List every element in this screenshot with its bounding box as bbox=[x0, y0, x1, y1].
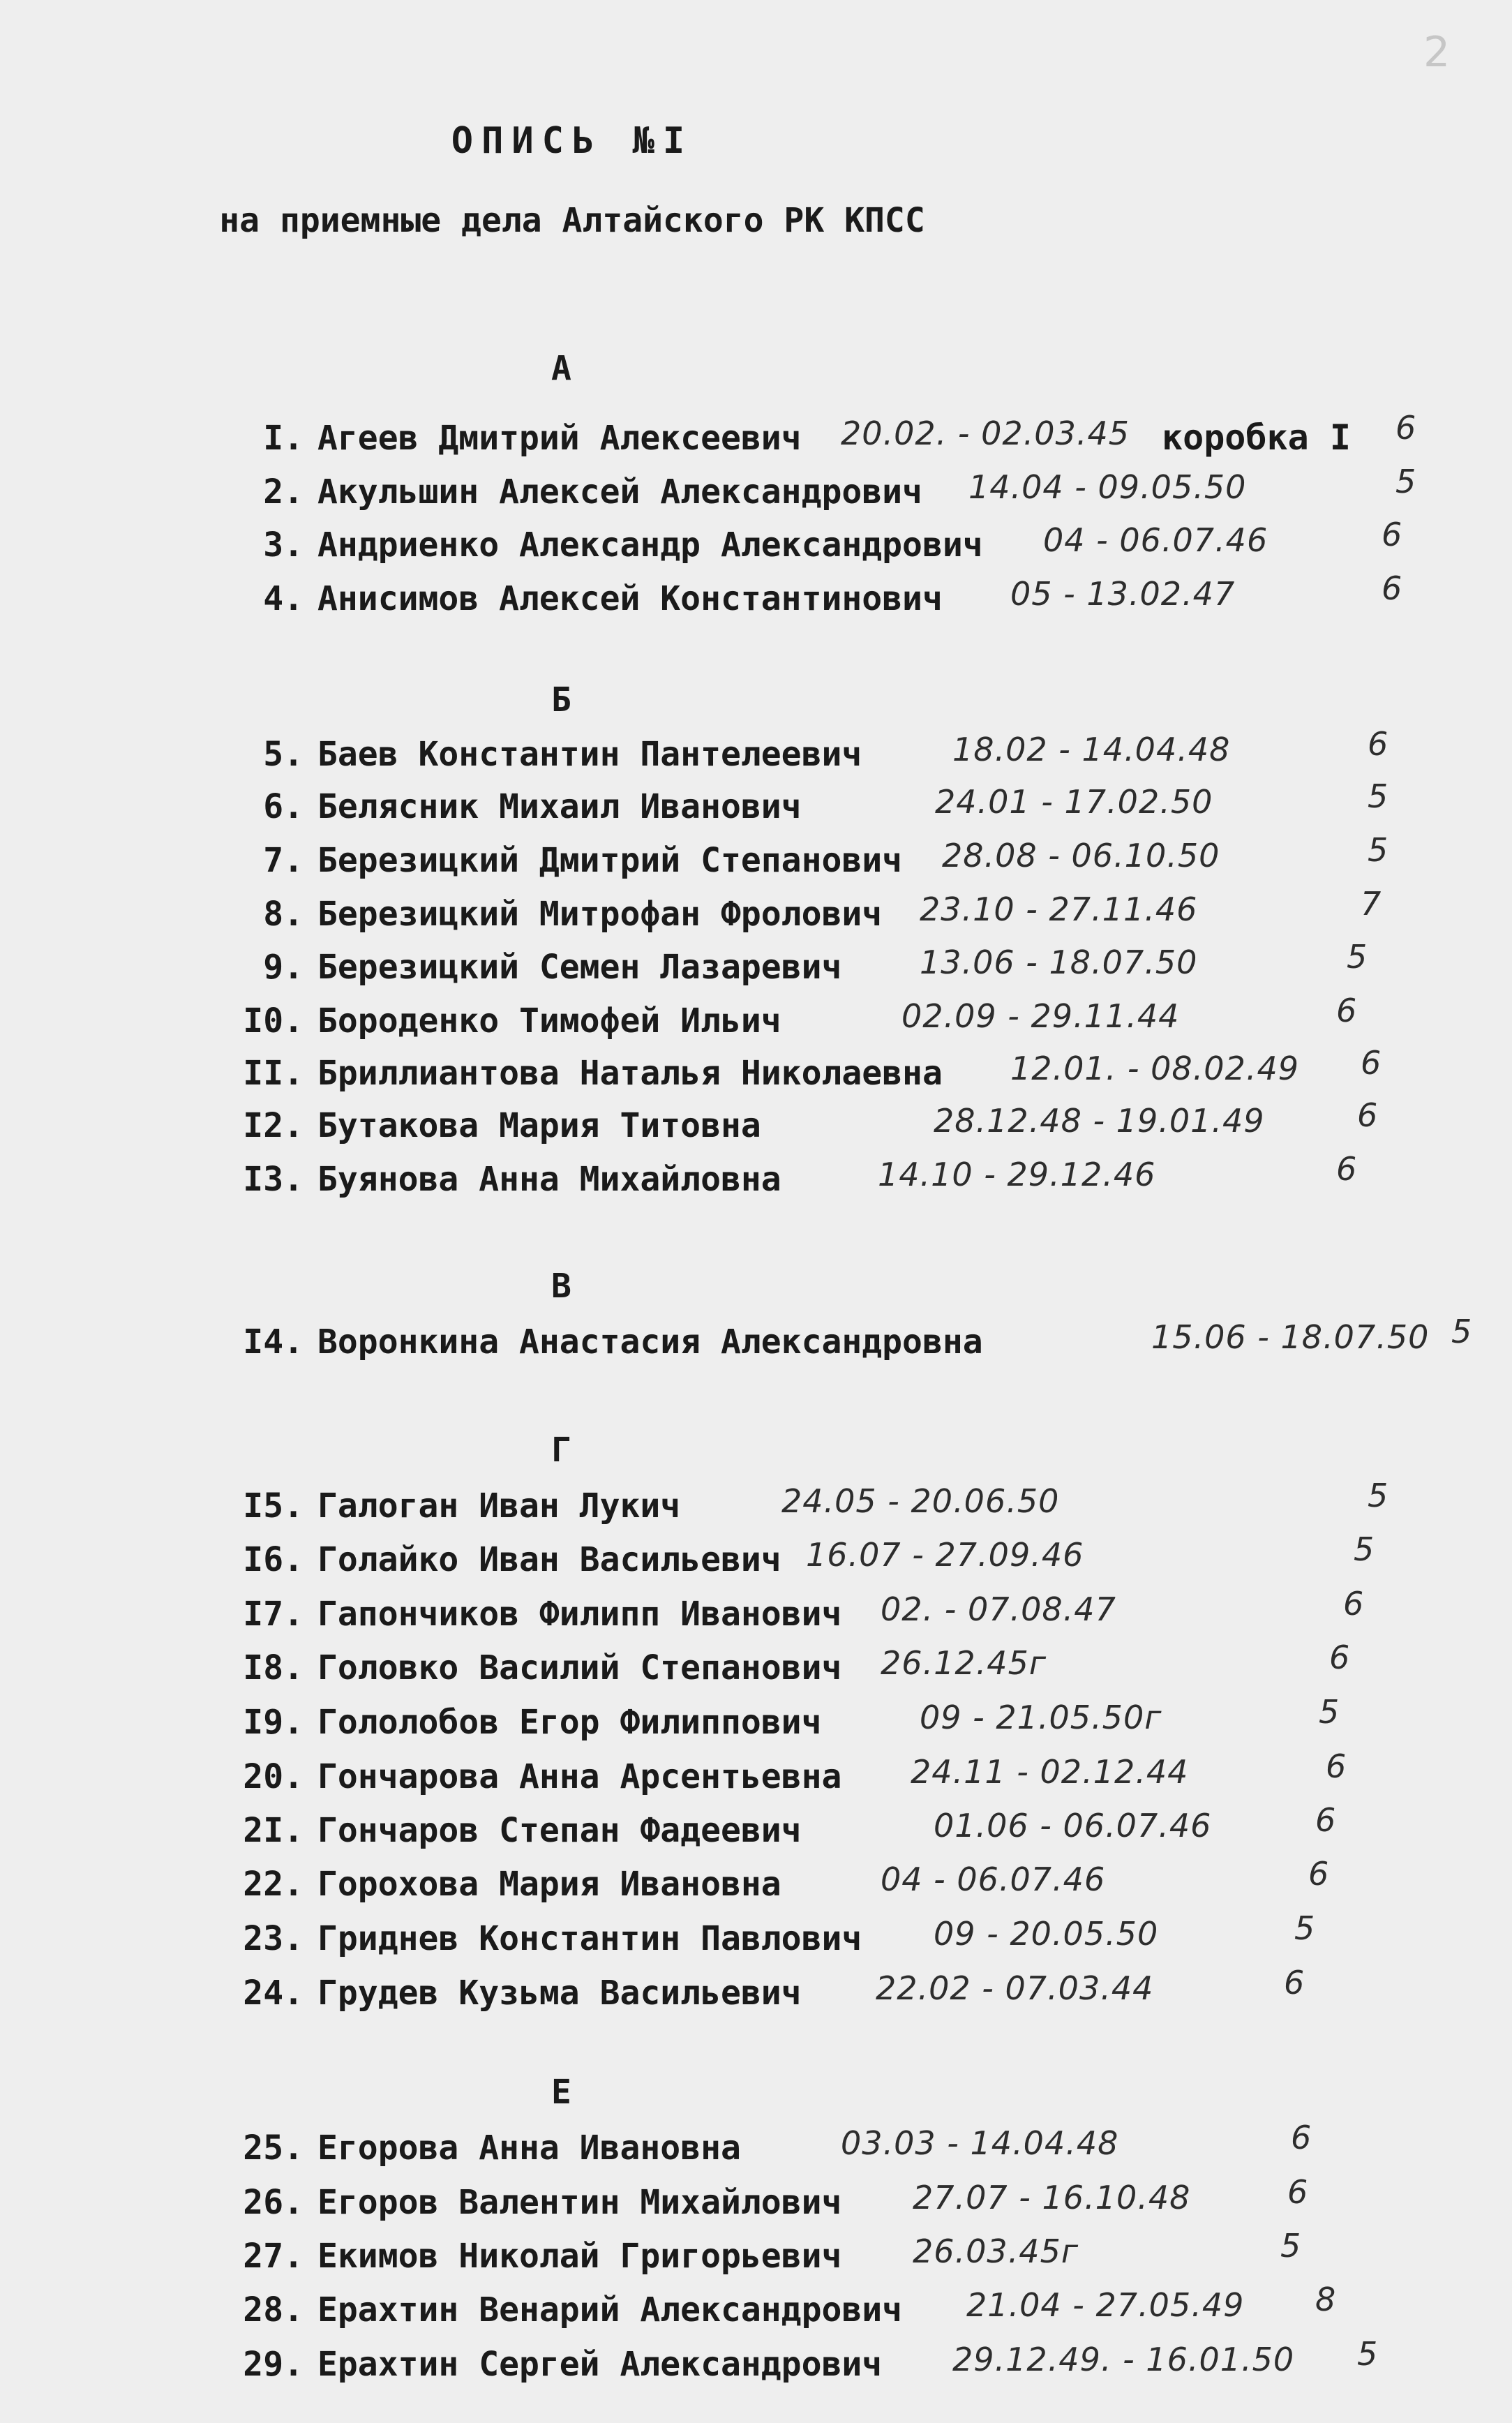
inventory-row bbox=[0, 1855, 1512, 1914]
inventory-row bbox=[0, 1477, 1512, 1535]
entry-number: 7. bbox=[263, 841, 304, 880]
section-letter: Г bbox=[551, 1431, 571, 1470]
entry-dates: 09 - 21.05.50г bbox=[920, 1699, 1162, 1736]
inventory-row bbox=[0, 1693, 1512, 1752]
entry-number: 20. bbox=[243, 1757, 304, 1796]
entry-name: Березицкий Митрофан Фролович bbox=[317, 895, 883, 934]
entry-dates: 28.12.48 - 19.01.49 bbox=[934, 1102, 1265, 1140]
page-number: 2 bbox=[1423, 28, 1451, 77]
entry-dates: 01.06 - 06.07.46 bbox=[934, 1807, 1212, 1844]
inventory-row bbox=[0, 463, 1512, 521]
inventory-row bbox=[0, 885, 1512, 944]
entry-number: 22. bbox=[243, 1865, 304, 1904]
entry-number: II. bbox=[243, 1054, 304, 1093]
entry-sheet-count: 5 bbox=[1357, 2335, 1378, 2373]
inventory-row bbox=[0, 938, 1512, 997]
entry-dates: 04 - 06.07.46 bbox=[1043, 521, 1268, 559]
inventory-row bbox=[0, 1530, 1512, 1589]
entry-dates: 24.11 - 02.12.44 bbox=[911, 1753, 1189, 1791]
entry-number: 5. bbox=[263, 735, 304, 774]
entry-dates: 18.02 - 14.04.48 bbox=[952, 731, 1231, 768]
entry-sheet-count: 5 bbox=[1354, 1530, 1375, 1568]
entry-dates: 16.07 - 27.09.46 bbox=[806, 1536, 1084, 1574]
entry-name: Бутакова Мария Титовна bbox=[317, 1106, 761, 1145]
entry-dates: 09 - 20.05.50 bbox=[934, 1915, 1159, 1953]
entry-dates: 02.09 - 29.11.44 bbox=[901, 997, 1180, 1035]
entry-sheet-count: 5 bbox=[1347, 938, 1368, 976]
entry-name: Березицкий Семен Лазаревич bbox=[317, 948, 842, 987]
entry-name: Агеев Дмитрий Алексеевич bbox=[317, 419, 802, 458]
entry-dates: 02. - 07.08.47 bbox=[881, 1590, 1116, 1628]
entry-name: Бороденко Тимофей Ильич bbox=[317, 1001, 781, 1041]
entry-name: Бриллиантова Наталья Николаевна bbox=[317, 1054, 943, 1093]
entry-dates: 04 - 06.07.46 bbox=[881, 1861, 1106, 1898]
inventory-row bbox=[0, 2281, 1512, 2339]
entry-dates: 20.02. - 02.03.45 bbox=[841, 415, 1130, 452]
entry-number: 2. bbox=[263, 472, 304, 512]
entry-name: Березицкий Дмитрий Степанович bbox=[317, 841, 903, 880]
entry-dates: 27.07 - 16.10.48 bbox=[913, 2179, 1191, 2216]
entry-sheet-count: 6 bbox=[1315, 1801, 1336, 1839]
entry-number: I6. bbox=[243, 1540, 304, 1579]
entry-number: I9. bbox=[243, 1703, 304, 1742]
entry-sheet-count: 6 bbox=[1395, 409, 1416, 447]
inventory-row bbox=[0, 1964, 1512, 2022]
entry-number: I8. bbox=[243, 1648, 304, 1687]
entry-number: 23. bbox=[243, 1919, 304, 1958]
entry-name: Акульшин Алексей Александрович bbox=[317, 472, 922, 512]
section-letter: Е bbox=[551, 2073, 571, 2112]
entry-sheet-count: 6 bbox=[1382, 569, 1402, 607]
section-letter: Б bbox=[551, 680, 571, 720]
entry-name: Егоров Валентин Михайлович bbox=[317, 2183, 842, 2222]
entry-sheet-count: 6 bbox=[1336, 1150, 1357, 1188]
entry-number: 29. bbox=[243, 2345, 304, 2384]
entry-sheet-count: 6 bbox=[1287, 2173, 1308, 2211]
entry-sheet-count: 5 bbox=[1294, 1909, 1315, 1947]
inventory-row bbox=[0, 2119, 1512, 2177]
entry-sheet-count: 5 bbox=[1368, 777, 1389, 815]
entry-name: Голайко Иван Васильевич bbox=[317, 1540, 781, 1579]
entry-name: Анисимов Алексей Константинович bbox=[317, 579, 943, 618]
entry-name: Егорова Анна Ивановна bbox=[317, 2128, 741, 2168]
inventory-row bbox=[0, 831, 1512, 890]
entry-number: 9. bbox=[263, 948, 304, 987]
entry-number: 2I. bbox=[243, 1811, 304, 1850]
entry-name: Ерахтин Венарий Александрович bbox=[317, 2290, 903, 2329]
section-letter: А bbox=[551, 349, 571, 388]
entry-sheet-count: 6 bbox=[1382, 516, 1402, 553]
entry-dates: 24.01 - 17.02.50 bbox=[935, 783, 1213, 821]
entry-name: Головко Василий Степанович bbox=[317, 1648, 842, 1687]
entry-sheet-count: 6 bbox=[1326, 1747, 1347, 1785]
entry-sheet-count: 6 bbox=[1368, 725, 1389, 763]
entry-sheet-count: 6 bbox=[1361, 1044, 1382, 1082]
entry-name: Горохова Мария Ивановна bbox=[317, 1865, 781, 1904]
entry-sheet-count: 5 bbox=[1368, 831, 1389, 869]
box-label: коробка I bbox=[1162, 417, 1351, 458]
entry-name: Баев Константин Пантелеевич bbox=[317, 735, 862, 774]
entry-name: Буянова Анна Михайловна bbox=[317, 1160, 781, 1199]
inventory-row bbox=[0, 1096, 1512, 1155]
entry-number: 4. bbox=[263, 579, 304, 618]
inventory-row bbox=[0, 2335, 1512, 2394]
entry-dates: 21.04 - 27.05.49 bbox=[966, 2286, 1245, 2324]
entry-number: 26. bbox=[243, 2183, 304, 2222]
inventory-row bbox=[0, 1044, 1512, 1103]
inventory-row bbox=[0, 1747, 1512, 1806]
entry-dates: 26.12.45г bbox=[881, 1644, 1047, 1682]
inventory-row bbox=[0, 409, 1512, 468]
entry-name: Гриднев Константин Павлович bbox=[317, 1919, 862, 1958]
entry-dates: 14.10 - 29.12.46 bbox=[878, 1156, 1156, 1193]
inventory-row bbox=[0, 1585, 1512, 1643]
inventory-row bbox=[0, 725, 1512, 784]
document-subtitle: на приемные дела Алтайского РК КПСС bbox=[219, 201, 925, 240]
entry-sheet-count: 6 bbox=[1357, 1096, 1378, 1134]
entry-sheet-count: 5 bbox=[1451, 1313, 1472, 1350]
entry-number: I. bbox=[263, 419, 304, 458]
entry-name: Галоган Иван Лукич bbox=[317, 1486, 681, 1526]
entry-name: Грудев Кузьма Васильевич bbox=[317, 1974, 802, 2013]
inventory-row bbox=[0, 1909, 1512, 1968]
entry-name: Белясник Михаил Иванович bbox=[317, 787, 802, 826]
entry-name: Гончарова Анна Арсентьевна bbox=[317, 1757, 842, 1796]
entry-sheet-count: 6 bbox=[1308, 1855, 1329, 1893]
inventory-row bbox=[0, 2173, 1512, 2232]
entry-name: Андриенко Александр Александрович bbox=[317, 525, 983, 565]
inventory-row bbox=[0, 1313, 1512, 1371]
entry-dates: 03.03 - 14.04.48 bbox=[841, 2124, 1119, 2162]
entry-number: 28. bbox=[243, 2290, 304, 2329]
entry-sheet-count: 7 bbox=[1361, 885, 1382, 923]
entry-dates: 24.05 - 20.06.50 bbox=[781, 1482, 1060, 1520]
entry-name: Воронкина Анастасия Александровна bbox=[317, 1322, 983, 1362]
entry-number: 25. bbox=[243, 2128, 304, 2168]
entry-number: I0. bbox=[243, 1001, 304, 1041]
inventory-row bbox=[0, 1150, 1512, 1209]
inventory-row bbox=[0, 1801, 1512, 1860]
entry-sheet-count: 6 bbox=[1329, 1639, 1350, 1676]
entry-dates: 14.04 - 09.05.50 bbox=[968, 468, 1247, 506]
entry-number: I3. bbox=[243, 1160, 304, 1199]
entry-dates: 26.03.45г bbox=[913, 2232, 1079, 2270]
entry-number: 6. bbox=[263, 787, 304, 826]
entry-number: I7. bbox=[243, 1595, 304, 1634]
entry-dates: 05 - 13.02.47 bbox=[1010, 575, 1236, 613]
entry-dates: 12.01. - 08.02.49 bbox=[1010, 1050, 1299, 1087]
entry-number: I4. bbox=[243, 1322, 304, 1362]
entry-dates: 23.10 - 27.11.46 bbox=[920, 890, 1198, 928]
entry-name: Гололобов Егор Филиппович bbox=[317, 1703, 822, 1742]
entry-dates: 22.02 - 07.03.44 bbox=[876, 1969, 1154, 2007]
entry-dates: 13.06 - 18.07.50 bbox=[920, 944, 1198, 981]
inventory-row bbox=[0, 516, 1512, 574]
entry-dates: 15.06 - 18.07.50 bbox=[1151, 1318, 1430, 1356]
entry-dates: 29.12.49. - 16.01.50 bbox=[952, 2341, 1295, 2378]
entry-sheet-count: 5 bbox=[1368, 1477, 1389, 1514]
entry-sheet-count: 8 bbox=[1315, 2281, 1336, 2318]
inventory-row bbox=[0, 777, 1512, 836]
entry-sheet-count: 5 bbox=[1319, 1693, 1340, 1731]
entry-number: I2. bbox=[243, 1106, 304, 1145]
entry-name: Гапончиков Филипп Иванович bbox=[317, 1595, 842, 1634]
entry-sheet-count: 6 bbox=[1284, 1964, 1305, 2001]
entry-number: 3. bbox=[263, 525, 304, 565]
entry-number: 24. bbox=[243, 1974, 304, 2013]
entry-name: Екимов Николай Григорьевич bbox=[317, 2237, 842, 2276]
entry-name: Гончаров Степан Фадеевич bbox=[317, 1811, 802, 1850]
section-letter: В bbox=[551, 1267, 571, 1306]
entry-dates: 28.08 - 06.10.50 bbox=[942, 837, 1220, 874]
entry-number: 8. bbox=[263, 895, 304, 934]
inventory-row bbox=[0, 992, 1512, 1050]
inventory-row bbox=[0, 2227, 1512, 2286]
entry-number: 27. bbox=[243, 2237, 304, 2276]
entry-sheet-count: 5 bbox=[1280, 2227, 1301, 2265]
entry-number: I5. bbox=[243, 1486, 304, 1526]
entry-sheet-count: 6 bbox=[1291, 2119, 1312, 2156]
entry-name: Ерахтин Сергей Александрович bbox=[317, 2345, 883, 2384]
inventory-row bbox=[0, 569, 1512, 628]
entry-sheet-count: 6 bbox=[1336, 992, 1357, 1029]
entry-sheet-count: 6 bbox=[1343, 1585, 1364, 1623]
inventory-row bbox=[0, 1639, 1512, 1697]
entry-sheet-count: 5 bbox=[1395, 463, 1416, 500]
document-title: ОПИСЬ №I bbox=[451, 120, 694, 162]
